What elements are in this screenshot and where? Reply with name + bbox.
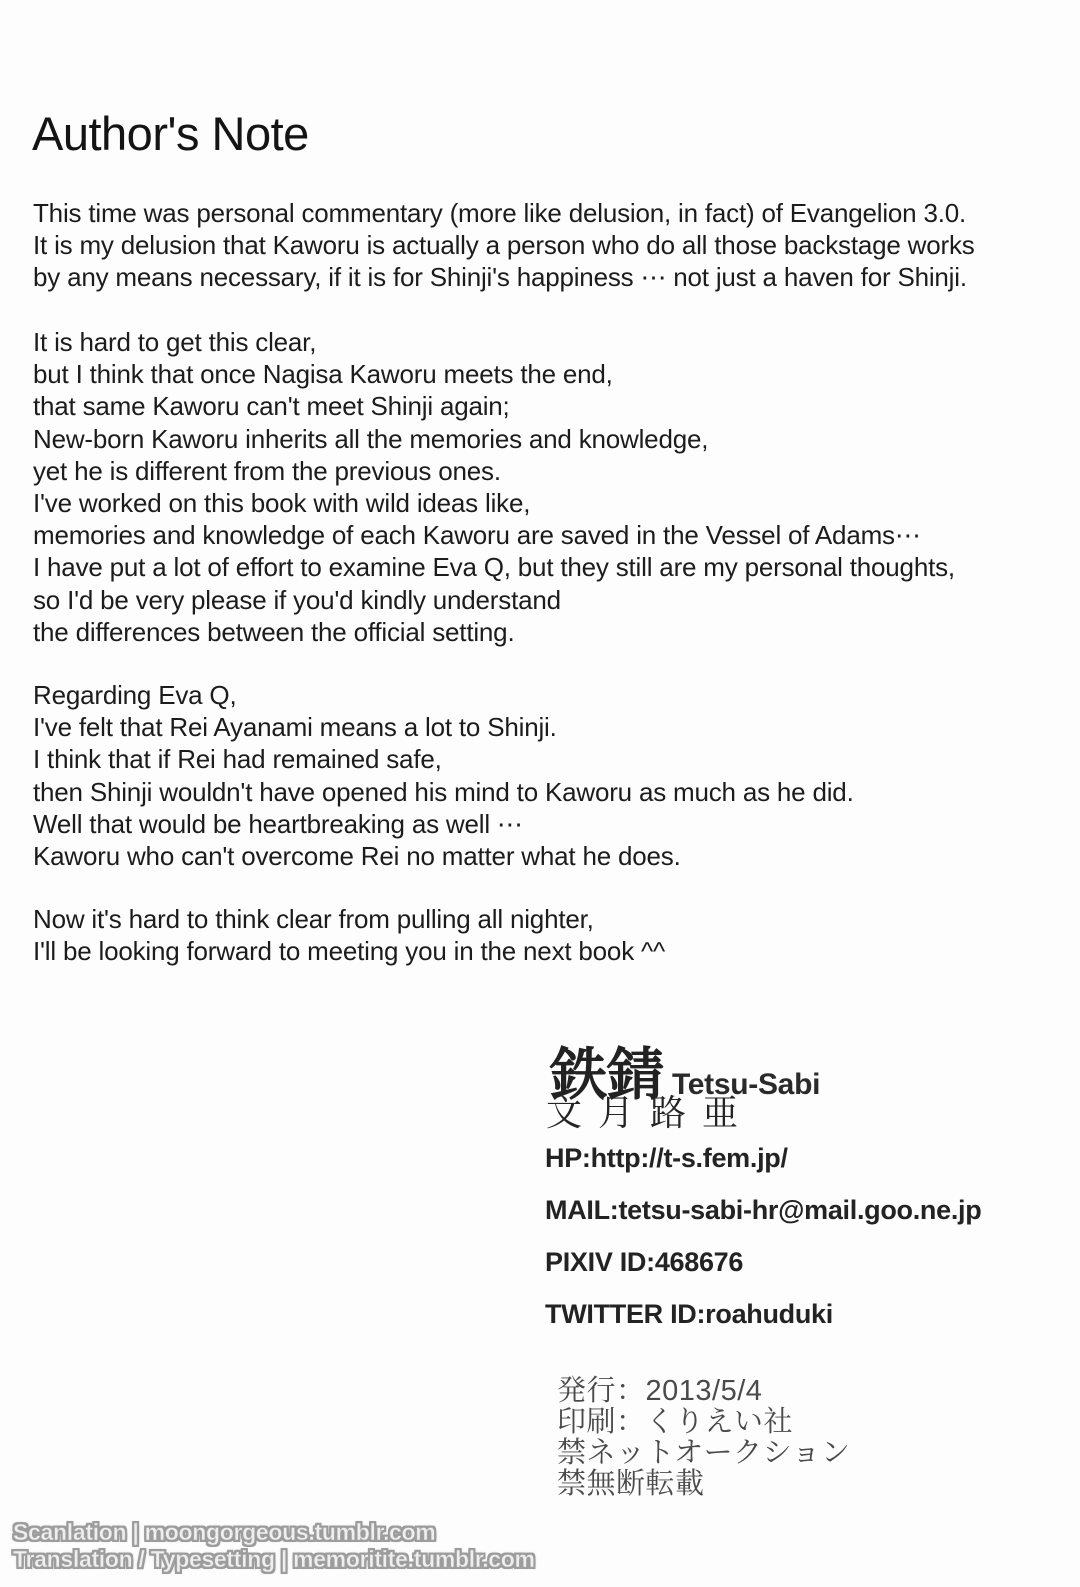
text-line: memories and knowledge of each Kaworu are saved in the Vessel of Adams⋯ (33, 520, 921, 551)
paragraph-intro (33, 197, 975, 294)
scanlation-credit: Scanlation | moongorgeous.tumblr.com (13, 1519, 436, 1545)
text-line: so I'd be very please if you'd kindly understand (33, 584, 561, 615)
text-line: I have put a lot of effort to examine Eva Q, but they still are my personal thoughts, (33, 552, 955, 583)
homepage-url: HP:http://t-s.fem.jp/ (545, 1143, 788, 1173)
contact-info-block (545, 1144, 981, 1352)
scanlation-credits (13, 1519, 535, 1573)
text-line: Kaworu who can't overcome Rei no matter what he does. (33, 841, 681, 872)
twitter-id: TWITTER ID:roahuduki (545, 1299, 833, 1329)
pixiv-id: PIXIV ID:468676 (545, 1247, 744, 1277)
text-line: Well that would be heartbreaking as well ⋯ (33, 808, 523, 839)
text-line: by any means necessary, if it is for Shinji's happiness ⋯ not just a haven for Shinji. (33, 262, 967, 293)
text-line: then Shinji wouldn't have opened his mind to Kaworu as much as he did. (33, 776, 854, 807)
translation-typesetting-credit: Translation / Typesetting | memoritite.tumblr.com (13, 1546, 535, 1572)
no-reproduction-notice: 禁無断転載 (557, 1468, 705, 1500)
text-line: yet he is different from the previous ones. (33, 455, 501, 486)
text-line: Now it's hard to think clear from pulling all nighter, (33, 904, 594, 934)
publish-date: 発行：2013/5/4 (557, 1375, 763, 1407)
paragraph-closing (33, 903, 665, 967)
text-line: I've felt that Rei Ayanami means a lot to Shinji. (33, 712, 557, 743)
circle-name-romaji: Tetsu-Sabi (672, 1068, 821, 1101)
text-line: the differences between the official setting. (33, 616, 515, 647)
paragraph-regarding-eva-q (33, 679, 854, 872)
text-line: but I think that once Nagisa Kaworu meets the end, (33, 359, 613, 390)
text-line: I'll be looking forward to meeting you in the next book ^^ (33, 936, 666, 967)
text-line: that same Kaworu can't meet Shinji again; (33, 391, 510, 422)
mail-address: MAIL:tetsu-sabi-hr@mail.goo.ne.jp (545, 1195, 982, 1225)
no-auction-notice: 禁ネットオークション (557, 1437, 851, 1469)
circle-name-kanji: 鉄錆 (550, 1041, 664, 1108)
text-line: It is my delusion that Kaworu is actually a person who do all those backstage works (33, 230, 975, 261)
text-line: This time was personal commentary (more like delusion, in fact) of Evangelion 3.0. (33, 198, 967, 228)
text-line: New-born Kaworu inherits all the memories and knowledge, (33, 423, 709, 454)
author-name: 文月路亜 (546, 1093, 755, 1134)
text-line: Regarding Eva Q, (33, 680, 237, 710)
text-line: I think that if Rei had remained safe, (33, 744, 442, 775)
paragraph-kaworu-theory (33, 326, 955, 648)
text-line: I've worked on this book with wild ideas like, (33, 488, 531, 519)
colophon-block (557, 1376, 851, 1500)
printer-name: 印刷：くりえい社 (557, 1406, 794, 1438)
text-line: It is hard to get this clear, (33, 327, 317, 357)
page-title: Author's Note (32, 107, 309, 160)
